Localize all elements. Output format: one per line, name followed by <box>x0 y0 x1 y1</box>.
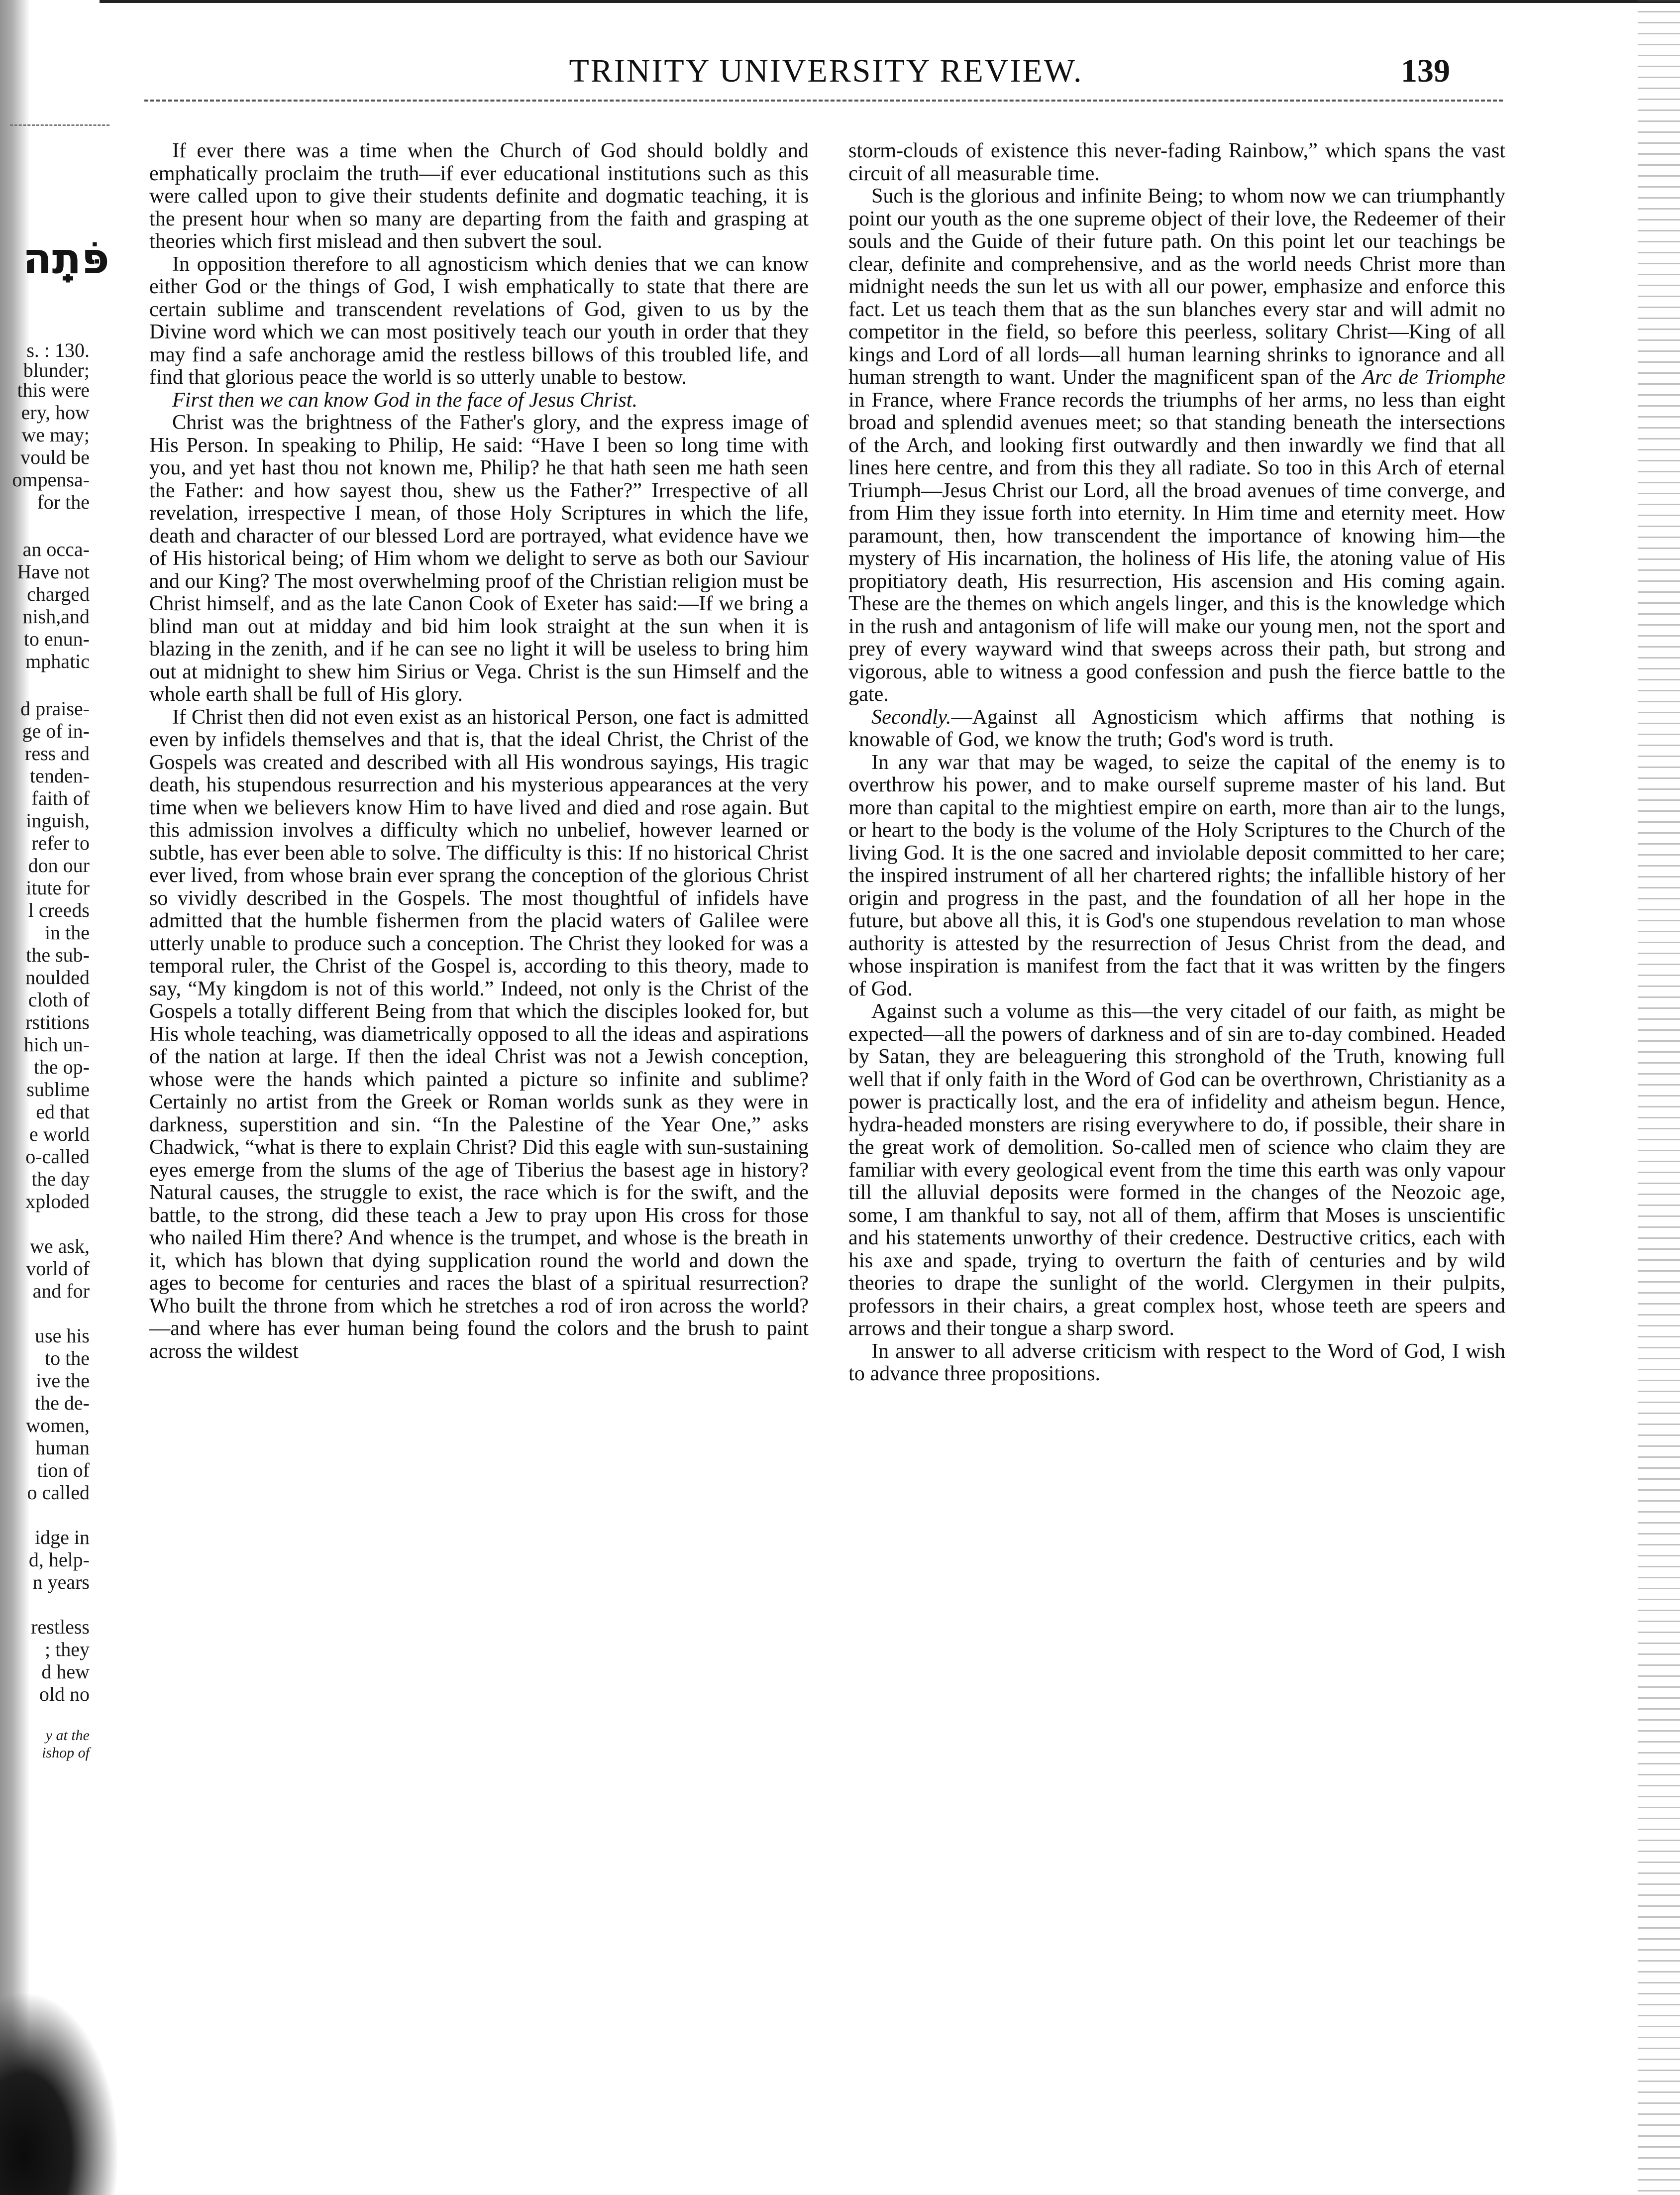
paragraph: If Christ then did not even exist as an historical Person, one fact is admitted even by infidels themselves and that is, that the ideal Christ, the Christ of the Gospels was created and described with all His wondrous sayings, His tragic death, his stupendous resurrection and his mysterious appearances at the very time when we believers know Him to have lived and died and rose again. But this admission involves a difficulty which no unbelief, however learned or subtle, has ever been able to solve. The difficulty is this: If no historical Christ ever lived, from whose brain ever sprang the conception of the glorious Christ so vividly described in the Gospels. The most thoughtful of infidels have admitted that the humble fishermen from the placid waters of Galilee were utterly unable to produce such a conception. The Christ they looked for was a temporal ruler, the Christ of the Gospel is, according to this theory, made to say, “My kingdom is not of this world.” Indeed, not only is the Christ of the Gospels a totally different Being from that which the disciples looked for, but His whole teaching, was diametrically opposed to all the ideas and aspirations of the nation at large. If then the ideal Christ was not a Jewish conception, whose were the hands which painted a picture so infinite and sublime? Certainly no artist from the Greek or Roman worlds sunk as they were in darkness, superstition and sin. “In the Palestine of the Year One,” asks Chadwick, “what is there to explain Christ? Did this eagle with sun-sustaining eyes emerge from the slums of the age of Tiberius the basest age in history? Natural causes, the struggle to exist, the race which is for the swift, and the battle, to the strong, did these teach a Jew to pray upon His cross for those who nailed Him there? And whence is the trumpet, and whose is the breath in it, which has blown that dying supplication round the world and down the ages to become for centuries and races the blast of a spiritual resurrection? Who built the throne from which he stretches a rod of iron across the world?—and where has ever human being found the colors and the brush to paint across the wildest <box>149 705 809 1363</box>
section-heading-italic <box>149 389 809 412</box>
fragment-line: sublime <box>26 1078 90 1100</box>
fragment-rule <box>10 124 109 126</box>
fragment-line: tion of <box>37 1459 90 1481</box>
fragment-line: this were <box>17 379 90 401</box>
fragment-line: in the <box>45 921 90 944</box>
fragment-line: ; they <box>45 1638 90 1660</box>
paragraph: In any war that may be waged, to seize the capital of the enemy is to overthrow his power, and to make ourself supreme master of his land. But more than capital to the mightiest empire on earth, more than air to the lungs, or heart to the body is the volume of the Holy Scriptures to the Church of the living God. It is the one sacred and inviolable deposit committed to her care; the inspired instrument of all her chartered rights; the infallible history of her origin and progress in the past, and the foundation of all her hope in the future, but above all this, it is God's one stupendous revelation to man whose authority is attested by the resurrection of Jesus Christ from the dead, and whose inspiration is manifest from the fact that it was written by the fingers of God. <box>848 750 1505 1000</box>
fragment-line: to the <box>45 1347 90 1369</box>
fragment-line: restless <box>31 1616 90 1638</box>
fragment-line: l creeds <box>28 899 90 921</box>
fragment-line: s. : 130. <box>26 339 90 361</box>
fragment-line: the day <box>31 1168 90 1190</box>
paragraph: Christ was the brightness of the Father's glory, and the express image of His Person. In speaking to Philip, He said: “Have I been so long time with you, and yet hast thou not known me, Philip? he that hath seen me hath seen the Father: and how sayest thou, shew us the Father?” Irrespective of all revelation, irrespective I mean, of those Holy Scriptures in which the life, death and character of our blessed Lord are portrayed, what evidence have we of His historical being; of Him whom we delight to serve as both our Saviour and our King? The most overwhelming proof of the Christian religion must be Christ himself, and as the late Canon Cook of Exeter has said:—If we bring a blind man out at midday and bid him look straight at the sun when it is blazing in the zenith, and if he can see no light it will be useless to bring him out at midnight to shew him Sirius or Vega. Christ is the sun Himself and the whole earth shall be full of His glory. <box>149 411 809 706</box>
fragment-line: and for <box>32 1280 90 1302</box>
fragment-line: y at the <box>45 1727 90 1744</box>
left-column <box>149 139 809 1362</box>
fragment-line: d, help- <box>28 1548 90 1571</box>
fragment-line: vorld of <box>26 1257 90 1280</box>
fragment-line: women, <box>26 1414 90 1436</box>
fragment-line: human <box>35 1436 90 1459</box>
fragment-line: the de- <box>35 1392 90 1414</box>
paragraph: Against such a volume as this—the very citadel of our faith, as might be expected—all the powers of darkness and of sin are to-day combined. Headed by Satan, they are beleaguering this stronghold of the Truth, knowing full well that if only faith in the Word of God can be overthrown, Christianity as a power is practically lost, and the era of infidelity and atheism begun. Hence, hydra-headed monsters are rising everywhere to do, if possible, their share in the great work of demolition. So-called men of science who claim they are familiar with every geological event from the time this earth was only vapour till the alluvial deposits were formed in the changes of the Neozoic age, some, I am thankful to say, not all of them, affirm that Moses is unscientific and his statements unworthy of their credence. Destructive critics, each with his axe and spade, trying to overturn the faith of centuries and by wild theories to drape the sunlight of the world. Clergymen in their pulpits, professors in their chairs, a great complex host, whose teeth are speers and arrows and their tongue a sharp sword. <box>848 999 1505 1340</box>
fragment-line: we may; <box>21 424 90 446</box>
paragraph: If ever there was a time when the Church of God should boldly and emphatically proclaim the truth—if ever educational institutions such as this were called upon to give their students definite and dogmatic teaching, it is the present hour when so many are departing from the faith and grasping at theories which first mislead and then subvert the soul. <box>149 139 809 253</box>
fragment-line: ge of in- <box>22 720 90 742</box>
fragment-line: n years <box>32 1571 90 1593</box>
previous-page-fragment <box>0 0 124 2195</box>
fragment-line: faith of <box>31 787 90 809</box>
ink-smudge <box>0 1991 119 2195</box>
fragment-line: use his <box>35 1324 90 1347</box>
fragment-line: ery, how <box>21 401 90 424</box>
text-run: Such is the glorious and infinite Being; to whom now we can triumphantly point our youth as the one supreme object of their love, the Redeemer of their souls and the Guide of their future path. On this point let our teachings be clear, definite and comprehensive, and as the world needs Christ more than midnight needs the sun let us with all our power, emphasize and enforce this fact. Let us teach them that as the sun blanches every star and will admit no competitor in the field, so before this peerless, solitary Christ—King of all kings and Lord of all lords—all human learning shrinks to ignorance and all human strength to want. Under the magnificent span of the <box>848 184 1505 389</box>
fragment-line: rstitions <box>25 1011 90 1033</box>
right-column <box>848 139 1505 1385</box>
fragment-line: xploded <box>25 1190 90 1212</box>
fragment-line: don our <box>28 854 90 877</box>
binding-shadow <box>0 0 30 2195</box>
fragment-line: Have not <box>17 560 90 583</box>
italic-text: First then we can know God in the face of Jesus Christ. <box>172 388 638 412</box>
top-border-rule <box>100 0 1680 3</box>
fragment-line: d hew <box>41 1660 90 1683</box>
fragment-line: refer to <box>31 832 90 854</box>
fragment-line: o called <box>27 1481 90 1504</box>
fragment-line: d praise- <box>20 697 90 720</box>
page-number: 139 <box>1401 53 1450 89</box>
fragment-line: nish,and <box>22 605 90 628</box>
fragment-line: idge in <box>35 1526 90 1548</box>
paragraph <box>848 706 1505 751</box>
fragment-line: o-called <box>25 1145 90 1168</box>
fragment-line: old no <box>39 1683 90 1705</box>
fragment-line: inguish, <box>26 809 90 832</box>
paragraph-continued: storm-clouds of existence this never-fading Rainbow,” which spans the vast circuit of all measurable time. <box>848 139 1505 185</box>
paragraph: In opposition therefore to all agnosticism which denies that we can know either God or the things of God, I wish emphatically to state that there are certain sublime and transcendent revelations of God, given to us by the Divine word which we can most positively teach our youth in order that they may find a safe anchorage amid the restless billows of this troubled life, and find that glorious peace the world is so utterly unable to bestow. <box>149 252 809 389</box>
fragment-line: blunder; <box>23 359 90 381</box>
fragment-line: hich un- <box>23 1033 90 1056</box>
fragment-line: charged <box>27 583 90 605</box>
fragment-line: tenden- <box>30 765 90 787</box>
text-run: —Against all Agnosticism which affirms that nothing is knowable of God, we know the truth; God's word is truth. <box>848 705 1505 751</box>
fragment-line: ress and <box>25 742 90 765</box>
text-run: in France, where France records the triumphs of her arms, no less than eight broad and splendid avenues meet; so that standing beneath the intersections of the Arch, and looking first outwardly and then inwardly we find that all lines here centre, and from this they all radiate. So too in this Arch of eternal Triumph—Jesus Christ our Lord, all the broad avenues of time converge, and from Him they issue forth into eternity. In Him time and eternity meet. How paramount, then, how transcendent the importance of knowing him—the mystery of His incarnation, the holiness of His life, the atoning value of His propitiatory death, His resurrection, His ascension and His coming again. These are the themes on which angels linger, and this is the knowledge which in the rush and antagonism of life will make our young men, not the sport and prey of every wayward wind that sweeps across their path, but strong and vigorous, able to witness a good confession and push the fierce battle to the gate. <box>848 388 1505 706</box>
fragment-line: to enun- <box>23 628 90 650</box>
italic-text: Arc de Triomphe <box>1362 365 1505 389</box>
fragment-line: mphatic <box>25 650 90 672</box>
fragment-line: we ask, <box>30 1235 90 1257</box>
fragment-line: vould be <box>20 446 90 468</box>
fragment-line: the op- <box>33 1056 90 1078</box>
fragment-line: ive the <box>36 1369 90 1392</box>
paragraph <box>848 185 1505 706</box>
fragment-line: the sub- <box>26 944 90 966</box>
running-header-title: TRINITY UNIVERSITY REVIEW. <box>569 53 1083 89</box>
fragment-line: e world <box>29 1123 90 1145</box>
fragment-line: ompensa- <box>12 468 90 491</box>
fragment-line: an occa- <box>22 538 90 560</box>
header-rule <box>144 100 1503 102</box>
fragment-line: cloth of <box>28 988 90 1011</box>
fragment-line: ed that <box>36 1100 90 1123</box>
fragment-hebrew-text: פֹּתֵֽה <box>22 234 109 284</box>
paragraph: In answer to all adverse criticism with respect to the Word of God, I wish to advance three propositions. <box>848 1339 1505 1385</box>
italic-text: Secondly. <box>871 705 951 729</box>
fragment-line: noulded <box>25 966 90 988</box>
fragment-line: for the <box>37 491 90 513</box>
fragment-line: itute for <box>26 877 90 899</box>
fragment-line: ishop of <box>42 1745 90 1761</box>
right-edge-noise <box>1638 0 1680 2195</box>
